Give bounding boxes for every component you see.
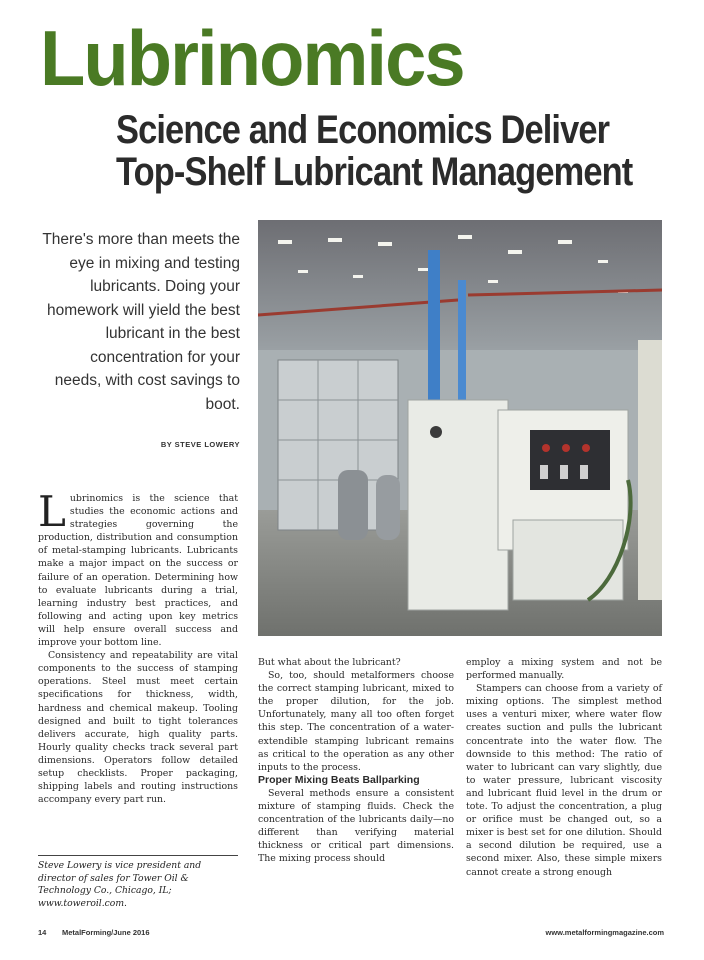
page-number: 14 [38, 928, 47, 937]
publication-name: MetalForming/June 2016 [62, 928, 150, 937]
body-column-1 [38, 487, 238, 806]
body-paragraph: ubrinomics is the science that studies the economic actions and strategies governing the production, distribution and consumption of metal-stamping lubricants. Lubricants make a major impact on the success or failure of an operation. Determining how to evaluate lubricants during a trial, learning industry best practices, and following and acting upon key metrics will help ensure overall success and improve your bottom line. [38, 493, 238, 649]
author-bio: Steve Lowery is vice president and director of sales for Tower Oil & Technology Co., Chicago, IL; www.toweroil.com. [38, 860, 202, 909]
body-paragraph: Several methods ensure a consistent mixture of stamping fluids. Check the concentration of the lubricants daily—no different than verifying material thickness or critical part dimensions. The mixing process should [258, 787, 454, 865]
body-column-2 [258, 656, 454, 866]
body-paragraph: So, too, should metalformers choose the correct stamping lubricant, mixed to the proper dilution, for the job. Unfortunately, many all too often forget this step. The concentration of a water-extendible stamping lubricant remains as critical to the operation as any other inputs to the process. [258, 670, 454, 773]
body-paragraph: Consistency and repeatability are vital components to the success of stamping operations. Steel must meet certain specifications for thickness, width, hardness and chemical makeup. Tooling designed and built to tight tolerances delivers accurate, high quality parts. Hourly quality checks track several part dimensions. Operators follow detailed setup checklists. Proper packaging, shipping labels and routing instructions accompany every part run. [38, 650, 238, 806]
byline: BY STEVE LOWERY [160, 440, 240, 449]
body-paragraph: Stampers can choose from a variety of mixing options. The simplest method uses a venturi mixer, where water flow creates suction and pulls the lubricant concentrate into the water flow. The downside to this method: The ratio of water to lubricant can vary slightly, due to water pressure, lubricant viscosity and lubricant fluid level in the drum or tote. To adjust the concentration, a plug or orifice must be changed out, so a mixer is best set for one dilution. Should a second dilution be required, use a second mixer. Also, these simple mixers cannot create a strong enough [466, 683, 662, 878]
body-column-3 [466, 656, 662, 879]
factory-photo [258, 220, 662, 636]
section-heading: Proper Mixing Beats Ballparking [258, 773, 420, 786]
article-subtitle-line-1: Science and Economics Deliver [116, 108, 610, 152]
website-link[interactable]: www.metalformingmagazine.com [545, 928, 664, 937]
article-title: Lubrinomics [40, 14, 464, 102]
article-deck: There's more than meets the eye in mixing and testing lubricants. Doing your homework will yield the best lubricant in the best concentration for your needs, with cost savings to boot. [42, 231, 240, 413]
body-paragraph: employ a mixing system and not be performed manually. [466, 657, 662, 682]
body-paragraph: But what about the lubricant? [258, 657, 401, 668]
article-subtitle-line-2: Top-Shelf Lubricant Management [116, 150, 633, 194]
bio-divider [38, 855, 238, 856]
drop-cap: L [38, 487, 66, 536]
